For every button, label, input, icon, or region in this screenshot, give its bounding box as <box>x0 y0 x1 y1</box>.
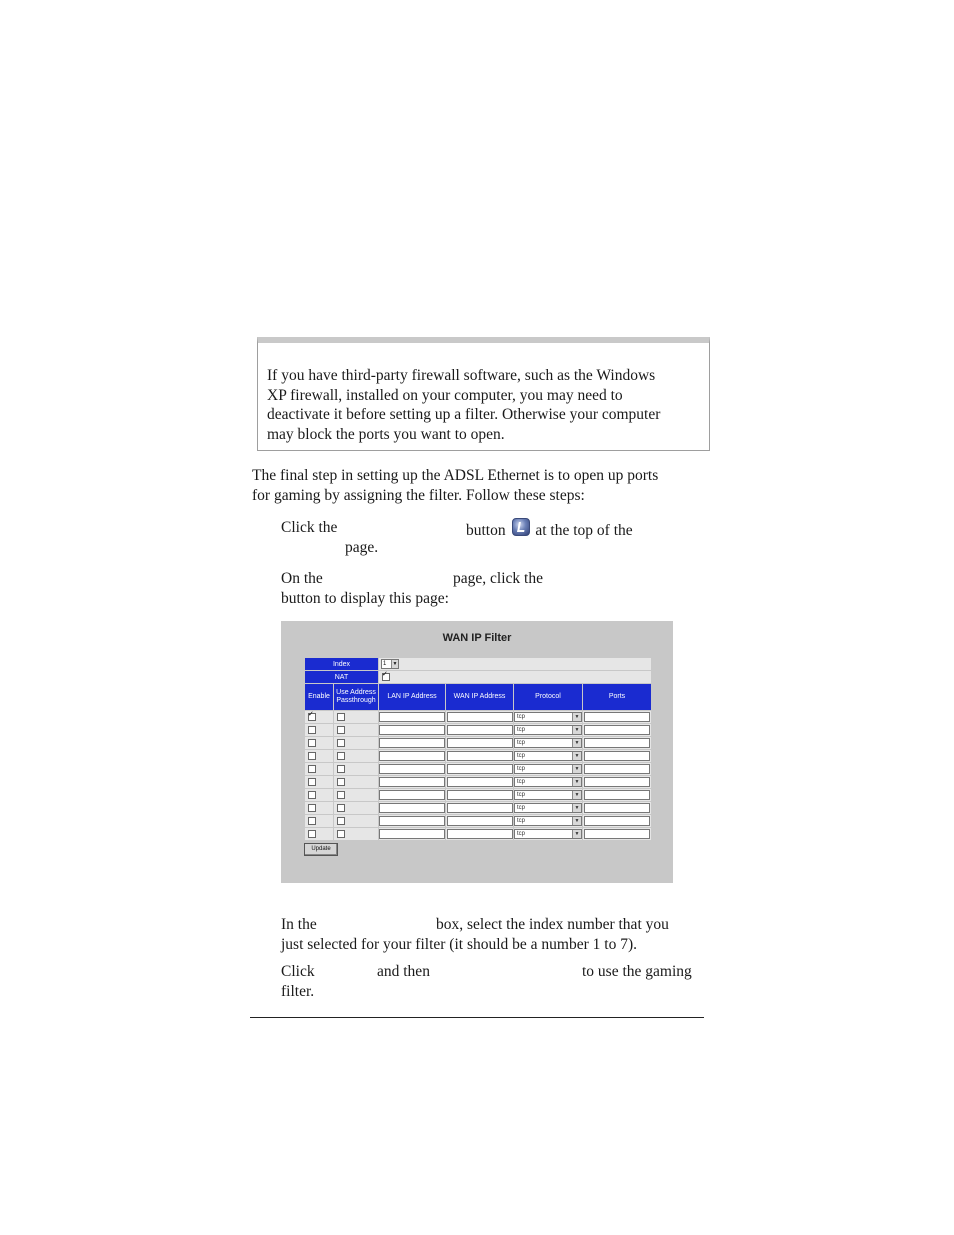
note-line: may block the ports you want to open. <box>267 425 505 443</box>
enable-checkbox-cell <box>305 737 334 750</box>
ports-input[interactable] <box>584 764 650 774</box>
enable-checkbox[interactable] <box>308 765 316 773</box>
chevron-down-icon: ▼ <box>572 765 581 773</box>
wan-ip-input-cell <box>446 828 514 841</box>
lan-ip-input[interactable] <box>379 751 445 761</box>
ports-input[interactable] <box>584 725 650 735</box>
step-4-c: to use the gaming <box>582 963 692 980</box>
wan-ip-input-cell <box>446 737 514 750</box>
passthrough-checkbox-cell <box>334 724 379 737</box>
filter-row <box>305 815 652 828</box>
lan-ip-input-cell <box>379 711 446 724</box>
panel-title: WAN IP Filter <box>442 632 512 644</box>
chevron-down-icon: ▼ <box>572 817 581 825</box>
wan-ip-input[interactable] <box>447 790 513 800</box>
enable-checkbox-cell <box>305 724 334 737</box>
lan-ip-input-cell <box>379 724 446 737</box>
passthrough-checkbox[interactable] <box>337 830 345 838</box>
lan-ip-input[interactable] <box>379 816 445 826</box>
protocol-select[interactable] <box>514 790 582 800</box>
protocol-select-cell <box>514 763 583 776</box>
ports-input-cell <box>583 815 652 828</box>
filter-table <box>304 657 652 841</box>
chevron-down-icon: ▼ <box>572 804 581 812</box>
step-2-b: page, click the <box>453 570 543 587</box>
protocol-select-cell <box>514 711 583 724</box>
protocol-select[interactable] <box>514 764 582 774</box>
advanced-icon <box>512 518 530 536</box>
enable-checkbox[interactable] <box>308 739 316 747</box>
enable-checkbox[interactable] <box>308 804 316 812</box>
passthrough-checkbox-cell <box>334 802 379 815</box>
protocol-value: tcp <box>517 792 526 798</box>
chevron-down-icon: ▼ <box>572 726 581 734</box>
protocol-select-cell <box>514 802 583 815</box>
ports-input[interactable] <box>584 712 650 722</box>
nat-checkbox[interactable] <box>382 673 390 681</box>
update-button[interactable]: Update <box>304 843 338 856</box>
enable-checkbox-cell <box>305 763 334 776</box>
ports-input-cell <box>583 828 652 841</box>
lan-ip-input[interactable] <box>379 790 445 800</box>
ports-input-cell <box>583 750 652 763</box>
note-line: If you have third-party firewall software, such as the Windows <box>267 367 656 384</box>
intro-line: The final step in setting up the ADSL Ethernet is to open up ports <box>252 467 659 484</box>
passthrough-checkbox[interactable] <box>337 817 345 825</box>
filter-row <box>305 776 652 789</box>
ports-input-cell <box>583 776 652 789</box>
passthrough-checkbox-cell <box>334 711 379 724</box>
index-cell <box>379 658 652 671</box>
wan-ip-input[interactable] <box>447 803 513 813</box>
step-4-a: Click <box>281 963 315 980</box>
protocol-value: tcp <box>517 727 526 733</box>
step-1-button-word: button <box>466 522 506 539</box>
filter-row <box>305 789 652 802</box>
passthrough-checkbox-cell <box>334 828 379 841</box>
protocol-select[interactable] <box>514 712 582 722</box>
step-1-a: Click the <box>281 519 338 536</box>
passthrough-checkbox-cell <box>334 750 379 763</box>
protocol-value: tcp <box>517 714 526 720</box>
footer-rule <box>250 1017 704 1018</box>
filter-row <box>305 763 652 776</box>
filter-rows <box>305 711 652 841</box>
passthrough-checkbox[interactable] <box>337 739 345 747</box>
nat-cell <box>379 671 652 684</box>
passthrough-checkbox-cell <box>334 789 379 802</box>
note-line: XP firewall, installed on your computer, you may need to <box>267 386 623 404</box>
protocol-select[interactable] <box>514 751 582 761</box>
lan-ip-input-cell <box>379 776 446 789</box>
enable-checkbox[interactable] <box>308 778 316 786</box>
passthrough-checkbox[interactable] <box>337 726 345 734</box>
lan-ip-input-cell <box>379 763 446 776</box>
lan-ip-input[interactable] <box>379 803 445 813</box>
lan-ip-input[interactable] <box>379 829 445 839</box>
protocol-select[interactable] <box>514 816 582 826</box>
passthrough-checkbox-cell <box>334 763 379 776</box>
wan-ip-input[interactable] <box>447 751 513 761</box>
enable-checkbox-cell <box>305 776 334 789</box>
step-3-b: box, select the index number that you <box>436 916 669 933</box>
wan-ip-input[interactable] <box>447 777 513 787</box>
protocol-select-cell <box>514 750 583 763</box>
filter-row <box>305 828 652 841</box>
passthrough-checkbox[interactable] <box>337 791 345 799</box>
step-3-a: In the <box>281 916 317 933</box>
enable-checkbox[interactable] <box>308 713 316 721</box>
protocol-select[interactable] <box>514 803 582 813</box>
lan-ip-input[interactable] <box>379 764 445 774</box>
intro-paragraph <box>252 466 712 505</box>
nat-label: NAT <box>305 671 379 684</box>
col-protocol: Protocol <box>514 684 583 711</box>
ports-input[interactable] <box>584 738 650 748</box>
lan-ip-input[interactable] <box>379 738 445 748</box>
protocol-select-cell <box>514 724 583 737</box>
chevron-down-icon: ▼ <box>572 739 581 747</box>
note-box <box>257 337 710 451</box>
enable-checkbox[interactable] <box>308 791 316 799</box>
enable-checkbox[interactable] <box>308 817 316 825</box>
step-2-a: On the <box>281 570 323 587</box>
lan-ip-input[interactable] <box>379 725 445 735</box>
step-4-b: and then <box>377 963 430 980</box>
ports-input[interactable] <box>584 803 650 813</box>
protocol-select-cell <box>514 776 583 789</box>
ports-input-cell <box>583 711 652 724</box>
wan-ip-input-cell <box>446 815 514 828</box>
step-1-c: at the top of the <box>535 522 633 539</box>
col-wan-ip: WAN IP Address <box>446 684 514 711</box>
filter-row <box>305 737 652 750</box>
enable-checkbox-cell <box>305 750 334 763</box>
ports-input-cell <box>583 802 652 815</box>
protocol-select-cell <box>514 789 583 802</box>
note-line: deactivate it before setting up a filter. Otherwise your computer <box>267 406 661 423</box>
wan-ip-input-cell <box>446 763 514 776</box>
ports-input-cell <box>583 724 652 737</box>
lan-ip-input-cell <box>379 789 446 802</box>
enable-checkbox-cell <box>305 828 334 841</box>
col-passthrough: Use Address Passthrough <box>334 684 379 711</box>
wan-ip-input-cell <box>446 750 514 763</box>
protocol-select[interactable] <box>514 725 582 735</box>
lan-ip-input-cell <box>379 737 446 750</box>
passthrough-checkbox[interactable] <box>337 752 345 760</box>
lan-ip-input-cell <box>379 815 446 828</box>
chevron-down-icon: ▼ <box>572 713 581 721</box>
passthrough-checkbox[interactable] <box>337 778 345 786</box>
protocol-value: tcp <box>517 818 526 824</box>
wan-ip-input-cell <box>446 789 514 802</box>
lan-ip-input-cell <box>379 828 446 841</box>
passthrough-checkbox[interactable] <box>337 765 345 773</box>
ports-input[interactable] <box>584 777 650 787</box>
enable-checkbox-cell <box>305 789 334 802</box>
filter-row <box>305 724 652 737</box>
protocol-value: tcp <box>517 805 526 811</box>
enable-checkbox-cell <box>305 711 334 724</box>
lan-ip-input-cell <box>379 750 446 763</box>
filter-row <box>305 750 652 763</box>
enable-checkbox[interactable] <box>308 830 316 838</box>
wan-ip-input[interactable] <box>447 725 513 735</box>
enable-checkbox[interactable] <box>308 726 316 734</box>
wan-ip-input-cell <box>446 724 514 737</box>
ports-input-cell <box>583 737 652 750</box>
step-3-c: just selected for your filter (it should be a number 1 to 7). <box>281 936 637 953</box>
wan-ip-input[interactable] <box>447 816 513 826</box>
passthrough-checkbox-cell <box>334 776 379 789</box>
chevron-down-icon: ▼ <box>572 830 581 838</box>
protocol-value: tcp <box>517 779 526 785</box>
filter-row <box>305 711 652 724</box>
filter-row <box>305 802 652 815</box>
ports-input[interactable] <box>584 751 650 761</box>
ports-input[interactable] <box>584 816 650 826</box>
ports-input[interactable] <box>584 790 650 800</box>
wan-ip-input[interactable] <box>447 829 513 839</box>
wan-ip-input-cell <box>446 711 514 724</box>
wan-ip-input-cell <box>446 776 514 789</box>
passthrough-checkbox[interactable] <box>337 804 345 812</box>
passthrough-checkbox-cell <box>334 815 379 828</box>
wan-ip-input[interactable] <box>447 712 513 722</box>
index-value: 1 <box>383 661 387 667</box>
protocol-select-cell <box>514 828 583 841</box>
protocol-select[interactable] <box>514 829 582 839</box>
wan-ip-filter-screenshot <box>281 621 673 883</box>
protocol-value: tcp <box>517 831 526 837</box>
protocol-value: tcp <box>517 766 526 772</box>
enable-checkbox-cell <box>305 815 334 828</box>
ports-input[interactable] <box>584 829 650 839</box>
col-lan-ip: LAN IP Address <box>379 684 446 711</box>
index-label: Index <box>305 658 379 671</box>
passthrough-checkbox[interactable] <box>337 713 345 721</box>
step-4-d: filter. <box>281 983 315 1000</box>
protocol-select[interactable] <box>514 777 582 787</box>
chevron-down-icon: ▼ <box>572 778 581 786</box>
enable-checkbox[interactable] <box>308 752 316 760</box>
enable-checkbox-cell <box>305 802 334 815</box>
step-2-c: button to display this page: <box>281 590 449 607</box>
step-1-d: page. <box>345 539 379 556</box>
lan-ip-input[interactable] <box>379 712 445 722</box>
ports-input-cell <box>583 763 652 776</box>
lan-ip-input-cell <box>379 802 446 815</box>
ports-input-cell <box>583 789 652 802</box>
wan-ip-input[interactable] <box>447 738 513 748</box>
protocol-value: tcp <box>517 753 526 759</box>
passthrough-checkbox-cell <box>334 737 379 750</box>
note-text <box>267 366 699 444</box>
chevron-down-icon: ▼ <box>572 752 581 760</box>
step-1-b <box>466 518 633 541</box>
col-ports: Ports <box>583 684 652 711</box>
chevron-down-icon: ▼ <box>572 791 581 799</box>
protocol-select[interactable] <box>514 738 582 748</box>
protocol-value: tcp <box>517 740 526 746</box>
intro-line: for gaming by assigning the filter. Follow these steps: <box>252 486 585 504</box>
wan-ip-input-cell <box>446 802 514 815</box>
wan-ip-input[interactable] <box>447 764 513 774</box>
protocol-select-cell <box>514 815 583 828</box>
lan-ip-input[interactable] <box>379 777 445 787</box>
chevron-down-icon: ▼ <box>392 661 398 667</box>
protocol-select-cell <box>514 737 583 750</box>
index-select[interactable] <box>381 659 399 669</box>
col-enable: Enable <box>305 684 334 711</box>
